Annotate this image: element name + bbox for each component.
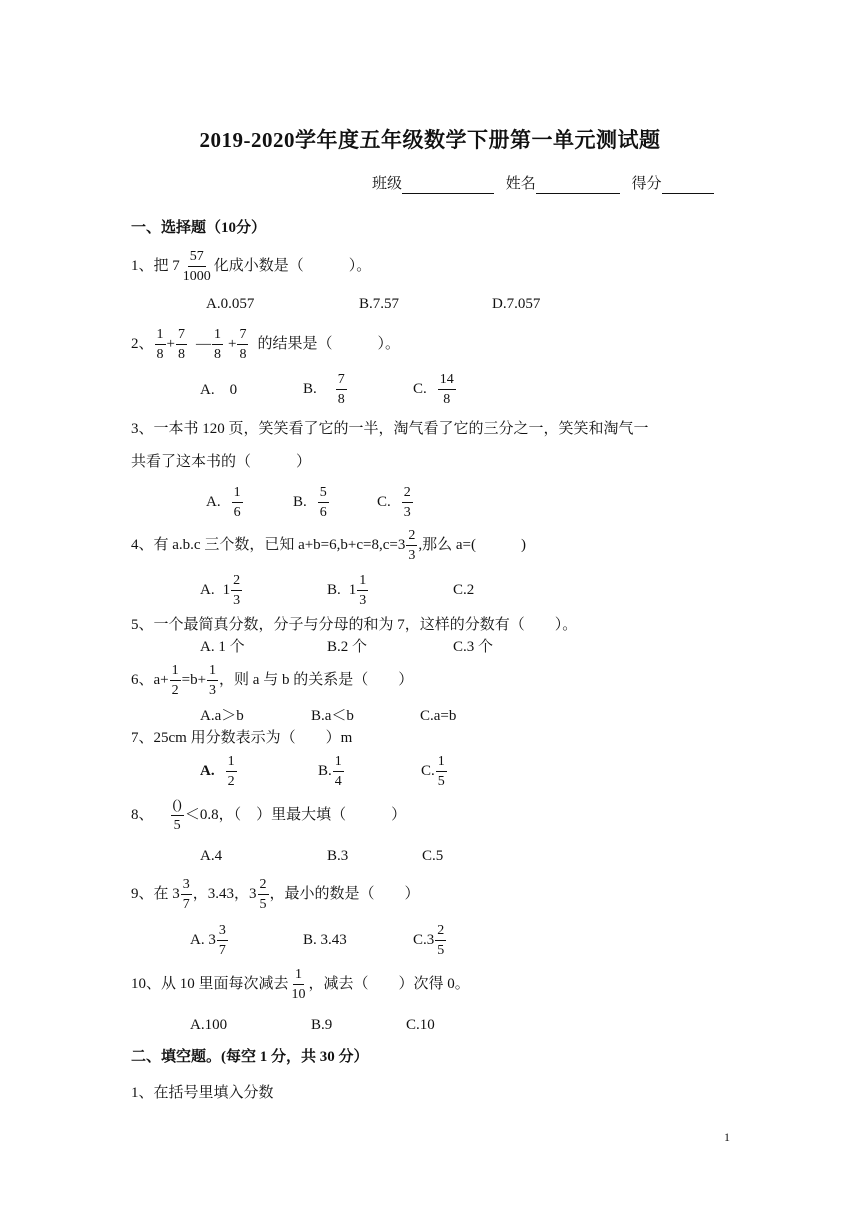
- operator: —: [195, 336, 211, 352]
- question-text: =b+: [181, 672, 207, 688]
- q10-option-b[interactable]: B.9: [311, 1017, 333, 1033]
- q7-option-a[interactable]: A. $\frac{1}{2}$: [200, 753, 235, 789]
- section-2-heading: 二、填空题。(每空 1 分，共 30 分）: [131, 1049, 369, 1065]
- fraction: $\frac{14}{8}$: [439, 371, 454, 407]
- question-text: 把 7: [153, 258, 180, 274]
- q10-option-a[interactable]: A.100: [190, 1017, 228, 1033]
- fraction: $\frac{2}{5}$: [259, 876, 267, 912]
- name-blank[interactable]: [536, 177, 620, 194]
- question-text: ，则 a 与 b 的关系是（ ）: [219, 672, 414, 688]
- fraction: $\frac{1}{2}$: [171, 662, 179, 698]
- question-text: 4、有 a.b.c 三个数，已知 a+b=6,b+c=8,c=3: [131, 537, 406, 553]
- question-4: [131, 524, 526, 566]
- q9-option-c[interactable]: C.3 $\frac{2}{5}$: [413, 922, 445, 958]
- question-5: 5、一个最简真分数，分子与分母的和为 7，这样的分数有（ ）。: [131, 617, 578, 633]
- fraction: $\frac{2}{3}$: [403, 484, 411, 520]
- q6-option-b[interactable]: B.a＜b: [311, 708, 354, 724]
- fraction: $\frac{3}{7}$: [182, 876, 190, 912]
- question-text: 9、在 3: [131, 886, 180, 902]
- fraction: $\frac{1}{8}$: [156, 326, 164, 362]
- operator: +: [166, 336, 175, 352]
- fraction: $\frac{57}{1000}$: [182, 248, 211, 284]
- question-number: 8、: [131, 807, 154, 823]
- class-label: 班级: [372, 176, 403, 192]
- section-2-question-1: 1、在括号里填入分数: [131, 1085, 274, 1101]
- fraction: $\frac{1}{10}$: [291, 966, 306, 1002]
- question-2: [131, 324, 400, 364]
- fraction: $\frac{1}{2}$: [227, 753, 235, 789]
- q2-option-b[interactable]: B. $\frac{7}{8}$: [303, 371, 345, 407]
- fraction: $\frac{1}{4}$: [334, 753, 342, 789]
- score-blank[interactable]: [662, 177, 714, 194]
- fraction: $\frac{1}{3}$: [209, 662, 217, 698]
- q3-option-c[interactable]: C. $\frac{2}{3}$: [377, 484, 411, 520]
- question-text: ，最小的数是（ ）: [269, 886, 420, 902]
- student-info-fields: [372, 174, 714, 194]
- question-number: 2、: [131, 336, 154, 352]
- q8-option-b[interactable]: B.3: [327, 848, 349, 864]
- question-text: 化成小数是（ ）。: [213, 258, 372, 274]
- question-text: 的结果是（ ）。: [257, 336, 400, 352]
- q2-option-c[interactable]: C. $\frac{14}{8}$: [413, 371, 454, 407]
- score-label: 得分: [631, 176, 662, 192]
- q4-option-b[interactable]: B. 1 $\frac{1}{3}$: [327, 572, 367, 608]
- question-3-line-2: 共看了这本书的（ ）: [131, 454, 312, 470]
- question-number: 1、: [131, 258, 154, 274]
- fraction: $\frac{1}{5}$: [437, 753, 445, 789]
- question-text: ＜0.8，（ ）里最大填（ ）: [184, 807, 407, 823]
- q6-option-a[interactable]: A.a＞b: [200, 708, 244, 724]
- fraction: $\frac{7}{8}$: [239, 326, 247, 362]
- question-6: [131, 659, 413, 701]
- fraction: $\frac{2}{3}$: [233, 572, 241, 608]
- q4-option-a[interactable]: A. 1 $\frac{2}{3}$: [200, 572, 241, 608]
- fraction: $\frac{1}{6}$: [233, 484, 241, 520]
- q3-option-b[interactable]: B. $\frac{5}{6}$: [293, 484, 327, 520]
- q9-option-b[interactable]: B. 3.43: [303, 932, 347, 948]
- q5-option-c[interactable]: C.3 个: [453, 639, 494, 655]
- fraction: $\frac{3}{7}$: [218, 922, 226, 958]
- name-label: 姓名: [505, 176, 536, 192]
- fraction: $\frac{2}{5}$: [437, 922, 445, 958]
- q7-option-c[interactable]: C. $\frac{1}{5}$: [421, 753, 445, 789]
- question-text: ，减去（ ）次得 0。: [308, 976, 470, 992]
- section-1-heading: 一、选择题（10分）: [131, 220, 267, 236]
- fraction: $\frac{()}{5}$: [172, 797, 182, 833]
- q7-option-b[interactable]: B. $\frac{1}{4}$: [318, 753, 342, 789]
- q1-option-a[interactable]: A.0.057: [206, 296, 255, 312]
- q10-option-c[interactable]: C.10: [406, 1017, 435, 1033]
- fraction: $\frac{5}{6}$: [319, 484, 327, 520]
- fraction: $\frac{1}{3}$: [359, 572, 367, 608]
- q1-option-d[interactable]: D.7.057: [492, 296, 541, 312]
- question-10: [131, 962, 470, 1006]
- page-title: 2019-2020学年度五年级数学下册第一单元测试题: [199, 128, 661, 152]
- question-9: [131, 872, 420, 916]
- fraction: $\frac{2}{3}$: [408, 527, 416, 563]
- fraction: $\frac{7}{8}$: [177, 326, 185, 362]
- fraction: $\frac{1}{8}$: [213, 326, 221, 362]
- q3-option-a[interactable]: A. $\frac{1}{6}$: [206, 484, 241, 520]
- q8-option-c[interactable]: C.5: [422, 848, 444, 864]
- fraction: $\frac{7}{8}$: [337, 371, 345, 407]
- q9-option-a[interactable]: A. 3 $\frac{3}{7}$: [190, 922, 226, 958]
- q1-option-b[interactable]: B.7.57: [359, 296, 400, 312]
- question-8: [131, 794, 406, 836]
- q8-option-a[interactable]: A.4: [200, 848, 223, 864]
- q5-option-a[interactable]: A. 1 个: [200, 639, 245, 655]
- operator: +: [227, 336, 237, 352]
- question-text: 10、从 10 里面每次减去: [131, 976, 289, 992]
- question-7: 7、25cm 用分数表示为（ ）m: [131, 730, 353, 746]
- question-text: 6、a+: [131, 672, 169, 688]
- q6-option-c[interactable]: C.a=b: [420, 708, 457, 724]
- question-1: [131, 246, 371, 286]
- class-blank[interactable]: [402, 177, 494, 194]
- q5-option-b[interactable]: B.2 个: [327, 639, 368, 655]
- page-number: 1: [724, 1130, 730, 1144]
- question-text: ,那么 a=( ): [418, 537, 526, 553]
- q2-option-a[interactable]: A. 0: [200, 382, 238, 398]
- question-3-line-1: 3、一本书 120 页，笑笑看了它的一半，淘气看了它的三分之一，笑笑和淘气一: [131, 421, 649, 437]
- q4-option-c[interactable]: C.2: [453, 582, 475, 598]
- question-text: ，3.43，3: [192, 886, 257, 902]
